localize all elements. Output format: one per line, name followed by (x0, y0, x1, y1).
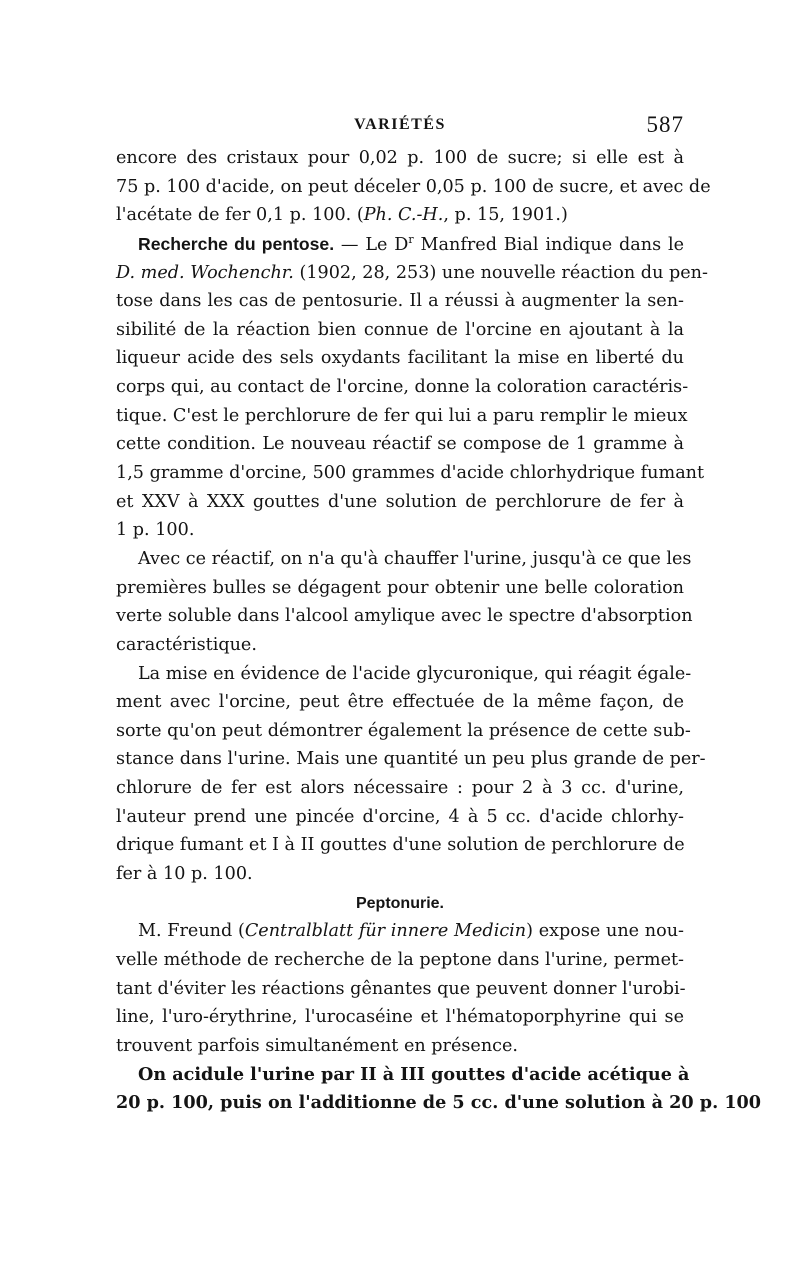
run-in-heading: Recherche du pentose. (138, 233, 335, 254)
text-line (116, 917, 684, 946)
text-line: 20 p. 100, puis on l'additionne de 5 cc. d'une solution à 20 p. 100 (116, 1092, 762, 1114)
citation-italic: D. med. Wochenchr. (116, 262, 294, 283)
text-line: tant d'éviter les réactions gênantes que peuvent donner l'urobi- (116, 978, 686, 999)
text-line: On acidule l'urine par II à III gouttes d'acide acétique à (138, 1063, 690, 1085)
page-number: 587 (646, 112, 684, 137)
text-line: La mise en évidence de l'acide glycuronique, qui réagit égale- (138, 663, 692, 684)
text-run: M. Freund ( (138, 921, 245, 942)
text-line (116, 230, 684, 259)
citation-italic: Ph. C.-H. (363, 205, 444, 226)
text-run: l'acétate de fer 0,1 p. 100. ( (116, 205, 364, 226)
text-line: encore des cristaux pour 0,02 p. 100 de sucre; si elle est à (116, 148, 684, 168)
text-line: caractéristique. (116, 634, 257, 655)
text-line: sibilité de la réaction bien connue de l'orcine en ajoutant à la (116, 319, 684, 340)
text-line: velle méthode de recherche de la peptone dans l'urine, permet- (116, 949, 684, 970)
running-header (116, 112, 684, 144)
article-body (116, 144, 762, 1118)
text-line: stance dans l'urine. Mais une quantité un peu plus grande de per- (116, 749, 706, 770)
book-page (116, 112, 762, 1118)
text-line (116, 201, 684, 230)
text-line: chlorure de fer est alors nécessaire : pour 2 à 3 cc. d'urine, (116, 778, 684, 799)
text-line: verte soluble dans l'alcool amylique avec le spectre d'absorption (116, 606, 693, 627)
text-line: corps qui, au contact de l'orcine, donne la coloration caractéris- (116, 377, 689, 398)
text-line: fer à 10 p. 100. (116, 864, 253, 885)
text-line: trouvent parfois simultanément en présence. (116, 1035, 519, 1056)
text-run: Manfred Bial indique dans le (413, 234, 684, 255)
text-line: tose dans les cas de pentosurie. Il a réussi à augmenter la sen- (116, 291, 684, 312)
text-line: Avec ce réactif, on n'a qu'à chauffer l'urine, jusqu'à ce que les (138, 548, 692, 569)
citation-italic: Centralblatt für innere Medicin (244, 921, 527, 942)
text-line: drique fumant et I à II gouttes d'une solution de perchlorure de (116, 835, 685, 856)
text-run: , p. 15, 1901.) (443, 205, 568, 226)
text-run: — Le D (334, 234, 409, 255)
text-line: premières bulles se dégagent pour obtenir une belle coloration (116, 577, 684, 598)
text-line: et XXV à XXX gouttes d'une solution de perchlorure de fer à (116, 491, 684, 512)
text-line (116, 259, 708, 288)
running-title: VARIÉTÉS (354, 116, 446, 133)
text-line: cette condition. Le nouveau réactif se compose de 1 gramme à (116, 434, 684, 455)
text-line: 1,5 gramme d'orcine, 500 grammes d'acide chlorhydrique fumant (116, 463, 705, 484)
text-line: 1 p. 100. (116, 520, 195, 541)
text-line: 75 p. 100 d'acide, on peut déceler 0,05 p. 100 de sucre, et avec de (116, 176, 711, 197)
section-heading: Peptonurie. (355, 894, 444, 912)
text-line: sorte qu'on peut démontrer également la présence de cette sub- (116, 720, 691, 741)
text-line: liqueur acide des sels oxydants facilitant la mise en liberté du (116, 348, 684, 369)
section-heading-line (116, 889, 684, 918)
superscript: r (408, 233, 414, 247)
text-line: ment avec l'orcine, peut être effectuée de la même façon, de (116, 692, 684, 713)
text-run: (1902, 28, 253) une nouvelle réaction du pen- (293, 262, 708, 283)
text-line: tique. C'est le perchlorure de fer qui lui a paru remplir le mieux (116, 405, 688, 426)
text-line: l'auteur prend une pincée d'orcine, 4 à 5 cc. d'acide chlorhy- (116, 806, 684, 827)
text-line: line, l'uro-érythrine, l'urocaséine et l'hématoporphyrine qui se (116, 1007, 684, 1028)
text-run: ) expose une nou- (526, 921, 684, 942)
